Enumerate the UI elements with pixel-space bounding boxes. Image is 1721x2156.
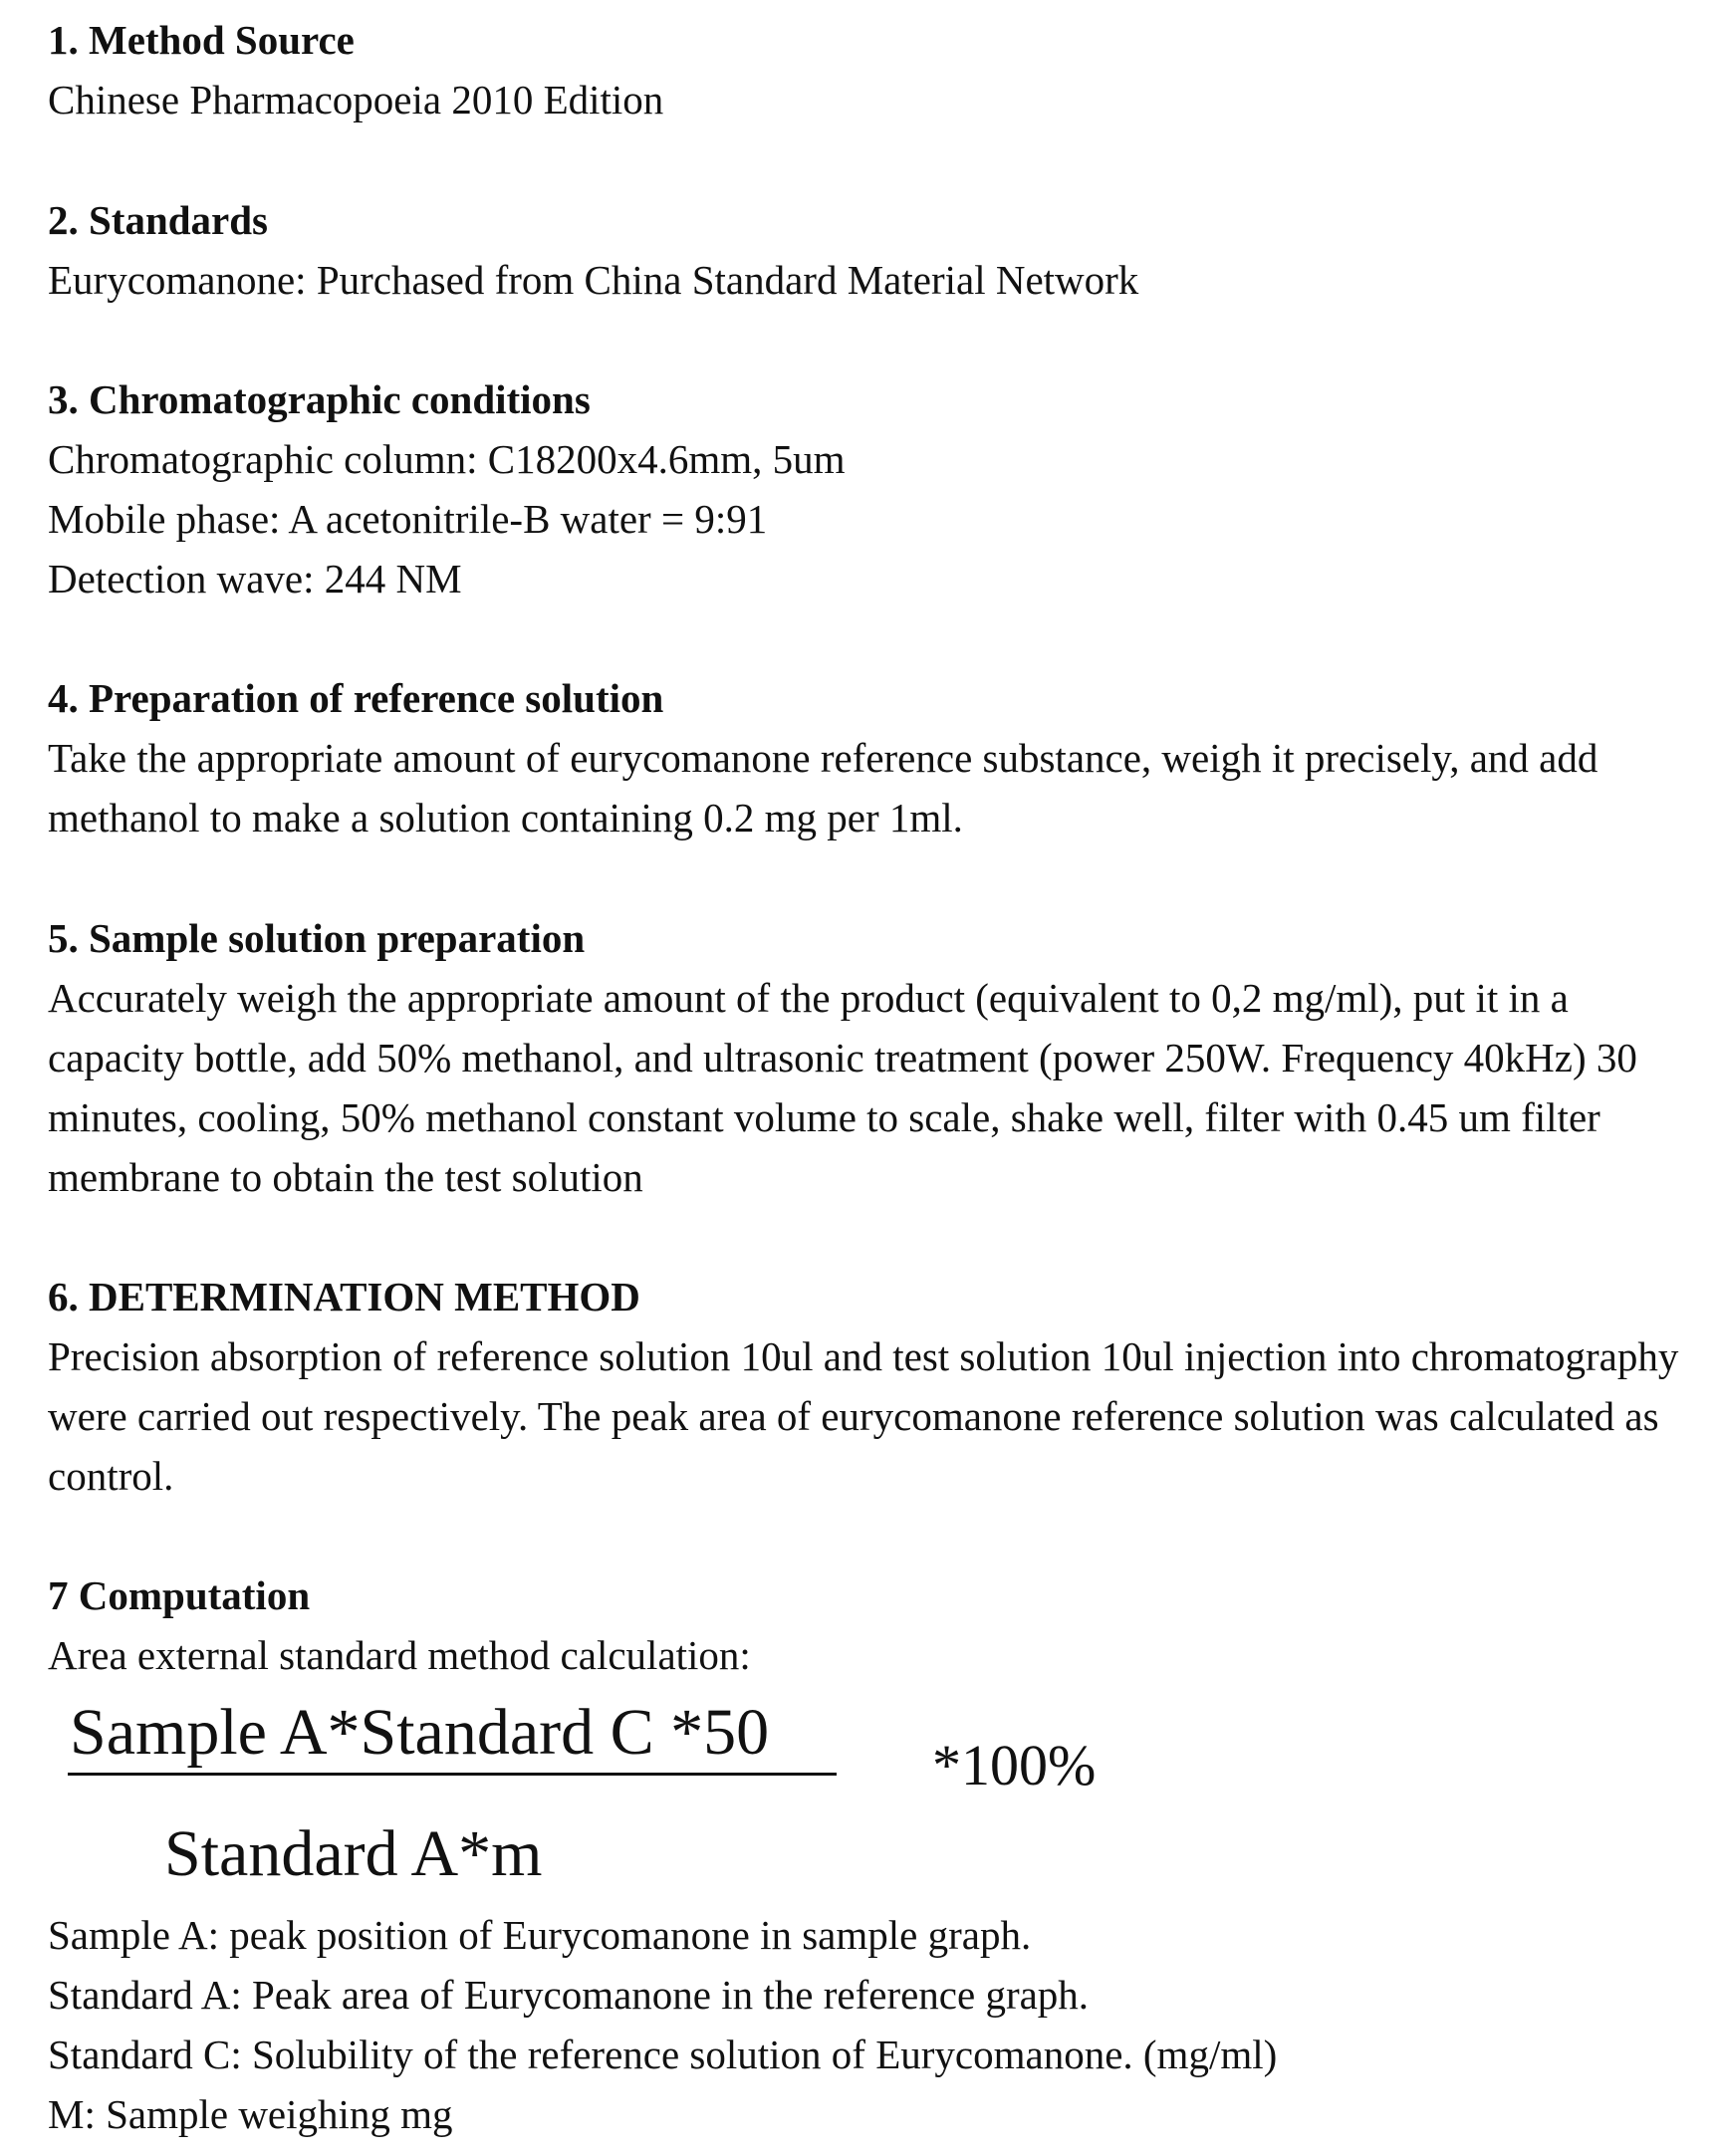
section-line: Chinese Pharmacopoeia 2010 Edition [48,77,664,122]
section-line: Detection wave: 244 NM [48,556,462,601]
section-heading: 2. Standards [48,197,269,243]
section-chromatographic-conditions [48,369,1701,608]
section-heading: 6. DETERMINATION METHOD [48,1274,640,1319]
section-line: Area external standard method calculation: [48,1632,751,1678]
section-heading: 5. Sample solution preparation [48,915,586,961]
calculation-formula [68,1693,1163,1892]
definition-item: Sample A: peak position of Eurycomanone in sample graph. [48,1912,1032,1958]
section-line: Eurycomanone: Purchased from China Standard Material Network [48,257,1139,303]
section-paragraph: Precision absorption of reference solution 10ul and test solution 10ul injection into chromatography were carried out respectively. The peak area of eurycomanone reference solution was calculated as control. [48,1333,1679,1499]
section-method-source [48,10,1701,129]
section-line: Mobile phase: A acetonitrile-B water = 9:91 [48,496,768,542]
section-heading: 3. Chromatographic conditions [48,376,591,422]
section-paragraph: Accurately weigh the appropriate amount of the product (equivalent to 0,2 mg/ml), put it in a capacity bottle, add 50% methanol, and ultrasonic treatment (power 250W. Frequency 40kHz) 30 minutes, cooling, 50% methanol constant volume to scale, shake well, filter with 0.45 um filter membrane to obtain the test solution [48,975,1637,1200]
definitions-list [48,1905,1701,2144]
definition-item: Standard C: Solubility of the reference solution of Eurycomanone. (mg/ml) [48,2032,1278,2077]
section-heading: 7 Computation [48,1572,311,1618]
formula-multiplier: *100% [932,1733,1097,1797]
definition-item: Standard A: Peak area of Eurycomanone in the reference graph. [48,1972,1090,2018]
section-paragraph: Take the appropriate amount of eurycomanone reference substance, weigh it precisely, and add methanol to make a solution containing 0.2 mg per 1ml. [48,735,1598,840]
section-heading: 4. Preparation of reference solution [48,675,664,721]
formula-denominator: Standard A*m [164,1817,543,1890]
section-sample-solution [48,908,1701,1207]
formula-numerator: Sample A*Standard C *50 [70,1696,770,1769]
section-standards [48,190,1701,310]
section-computation [48,1565,1701,1685]
section-heading: 1. Method Source [48,17,355,63]
section-line: Chromatographic column: C18200x4.6mm, 5um [48,436,846,482]
fraction-bar [68,1773,837,1776]
section-reference-solution [48,668,1701,847]
definition-item: M: Sample weighing mg [48,2091,453,2137]
section-determination-method [48,1267,1701,1506]
